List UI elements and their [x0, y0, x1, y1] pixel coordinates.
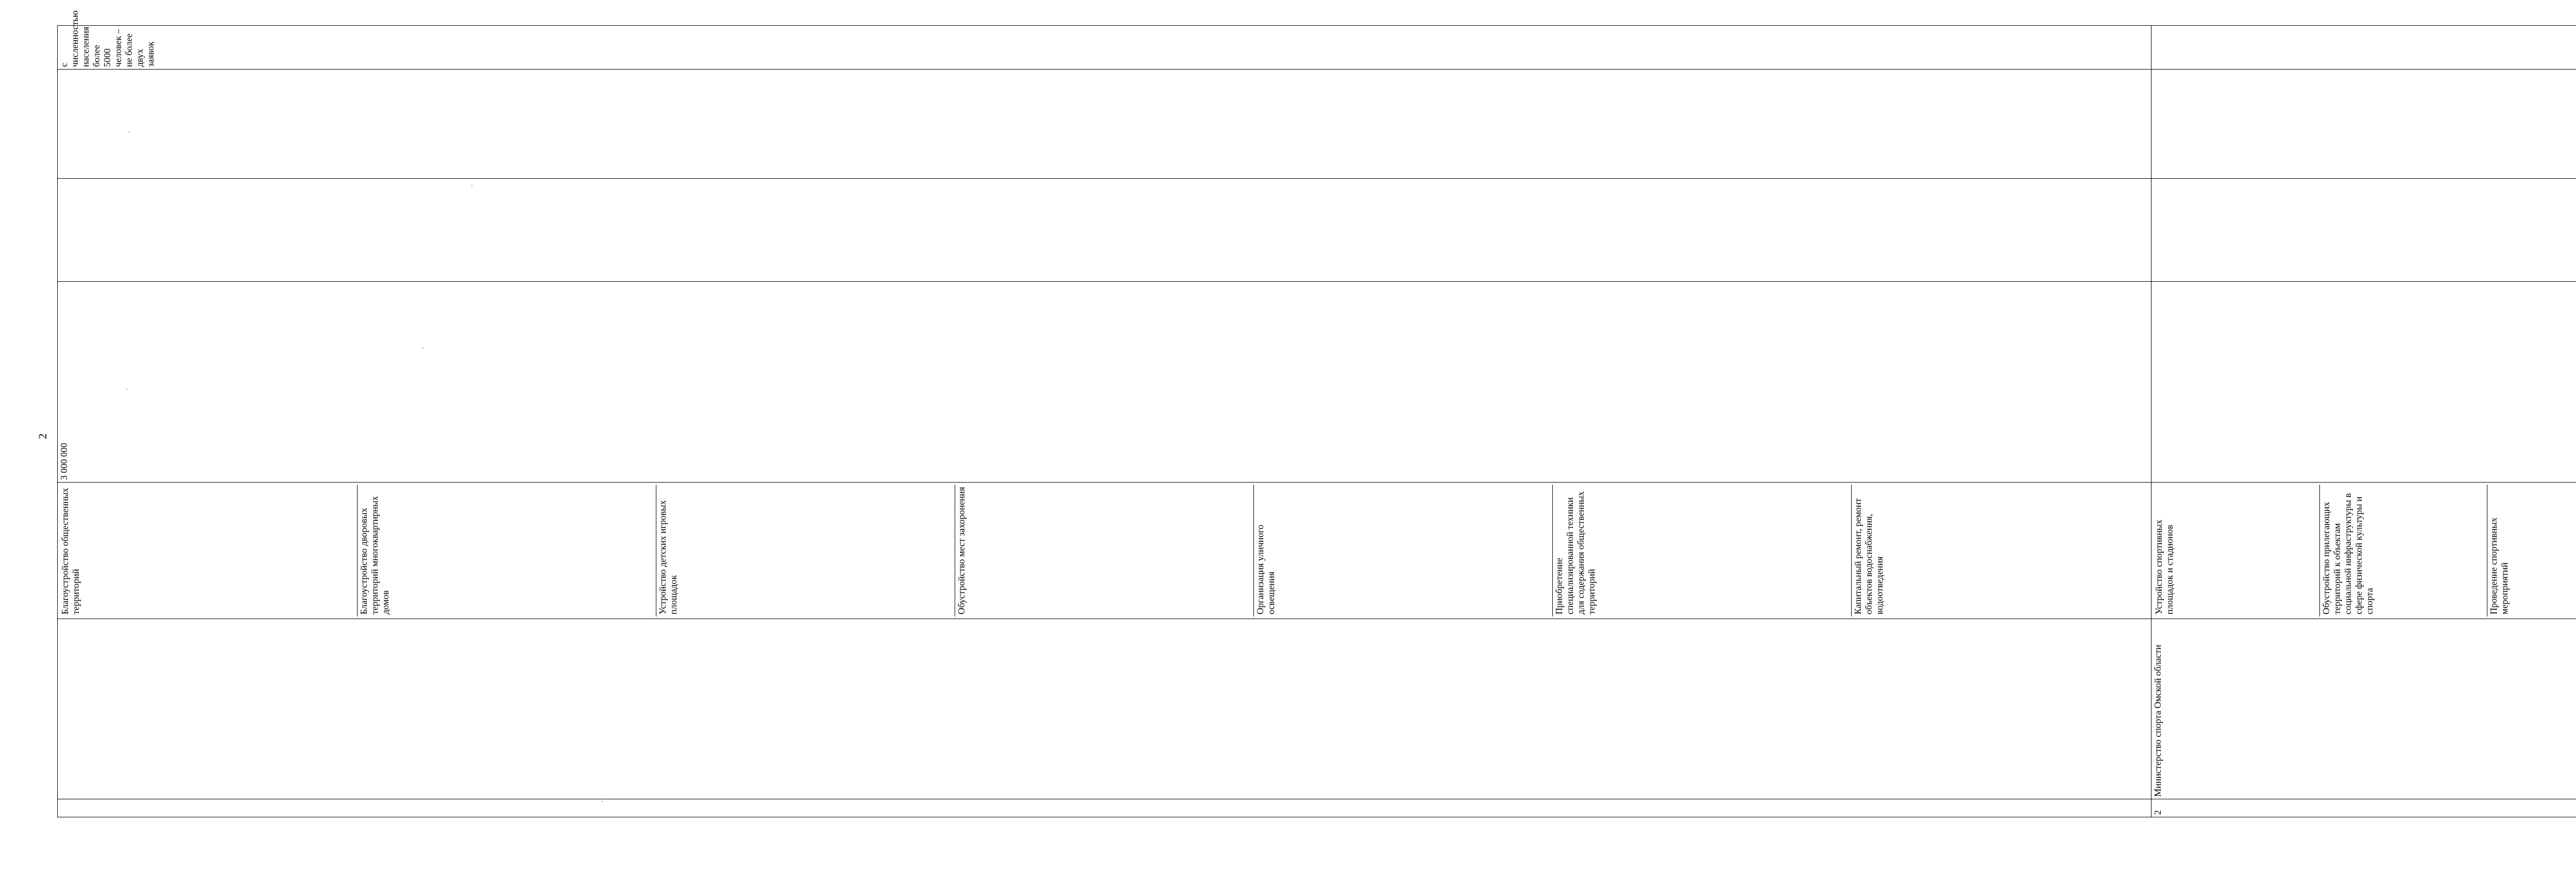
measure-item: Обустройство мест захоронения [955, 485, 1254, 616]
measure-item: Приобретение специализированной техники для содержания общественных территорий [1553, 485, 1852, 616]
note-cell: с численностью населения более 5000 человек – не более двух заявок [58, 26, 2151, 70]
measures-table [57, 10, 2576, 817]
measure-item: Проведение спортивных мероприятий [2488, 517, 2510, 614]
measures-list [59, 485, 2150, 616]
amount-cell [2151, 282, 2576, 483]
table-row [58, 26, 2151, 817]
amount-cell: 3 000 000 [58, 282, 2151, 483]
empty-cell [2151, 179, 2576, 282]
measure-item: Устройство детских игровых площадок [656, 485, 955, 616]
page-number: 2 [36, 433, 49, 439]
scan-speck [471, 185, 472, 186]
organization-cell: Министерство спорта Омской области [2151, 619, 2576, 799]
empty-cell [58, 179, 2151, 282]
measures-cell [58, 483, 2151, 619]
scan-speck [126, 389, 127, 390]
empty-cell [2151, 70, 2576, 179]
scan-speck [602, 801, 603, 802]
measure-item: Благоустройство дворовых территорий многоквартирных домов [358, 485, 656, 616]
measure-item: Благоустройство общественных территорий [59, 485, 358, 616]
note-cell [2151, 26, 2576, 70]
measures-cell [2151, 483, 2576, 619]
measures-list [2153, 485, 2576, 616]
table-row [2151, 26, 2576, 817]
scan-speck [129, 131, 130, 132]
scan-speck [422, 348, 423, 349]
measure-item: Организация уличного освещения [1254, 485, 1553, 616]
row-number-cell [58, 799, 2151, 817]
empty-cell [58, 70, 2151, 179]
row-number-cell: 2 [2151, 799, 2576, 817]
measure-item: Капитальный ремонт, ремонт объектов водоснабжения, водоотведения [1853, 498, 1885, 614]
measure-item: Устройство спортивных площадок и стадионов [2153, 485, 2320, 616]
organization-cell [58, 619, 2151, 799]
measure-item: Обустройство прилегающих территорий к объектам социальной инфраструктуры в сфере физической культуры и спорта [2320, 485, 2487, 616]
